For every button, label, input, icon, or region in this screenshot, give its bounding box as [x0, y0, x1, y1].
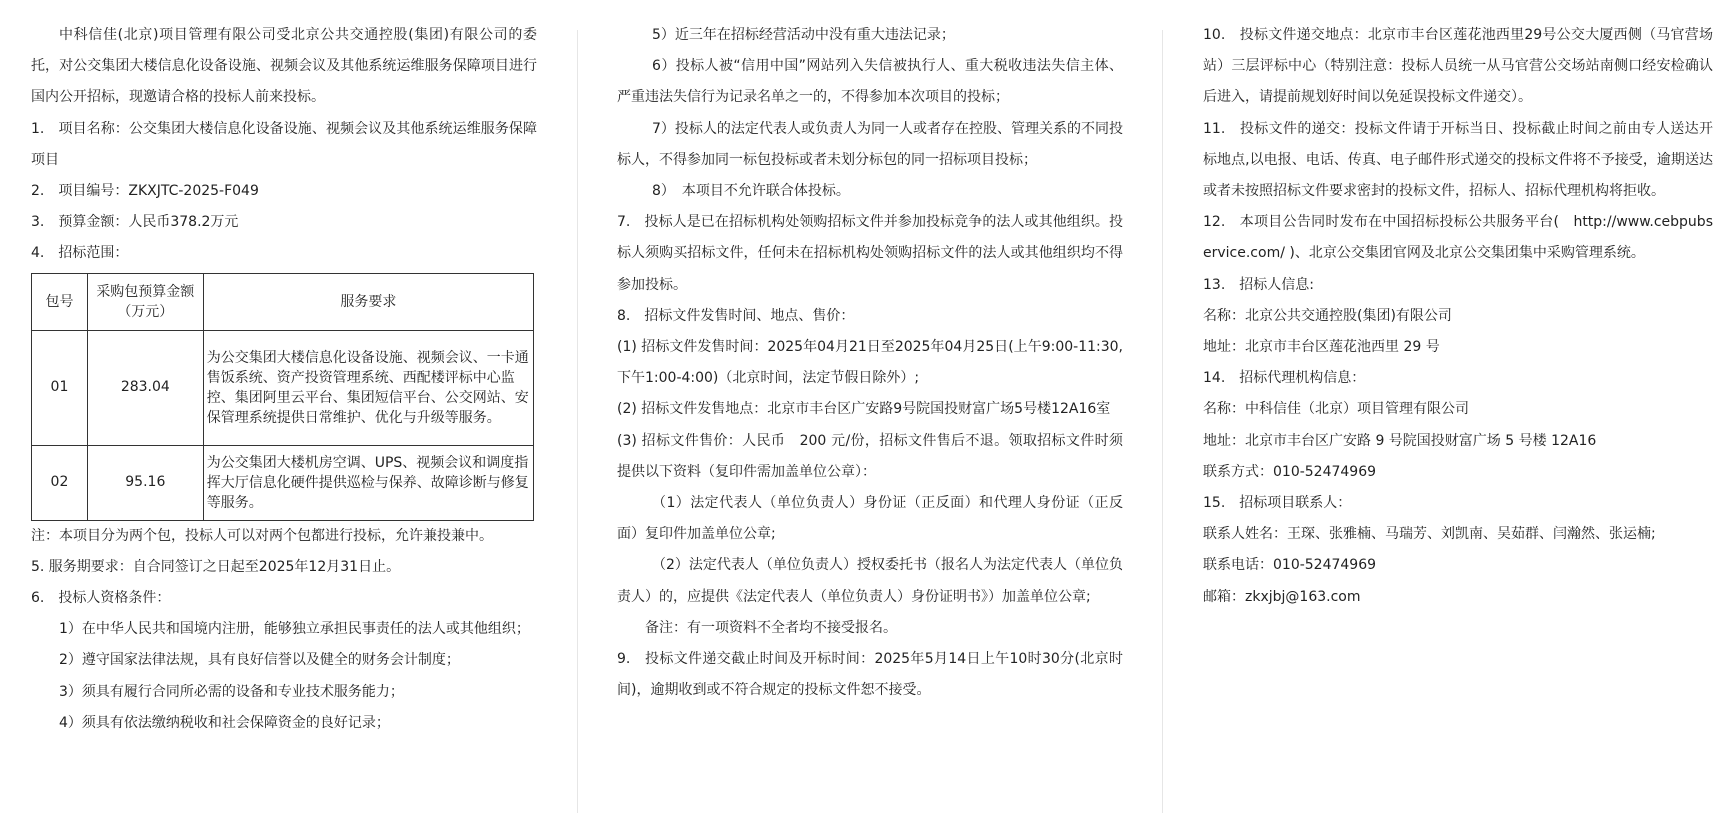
column-middle	[617, 20, 1123, 706]
required-material: （1）法定代表人（单位负责人）身份证（正反面）和代理人身份证（正反面）复印件加盖单位公章;	[617, 495, 1123, 543]
contact-names: 联系人姓名：王琛、张雅楠、马瑞芳、刘凯南、吴茹群、闫瀚然、张运楠;	[1203, 526, 1656, 543]
buyer-address: 地址：北京市丰台区莲花池西里 29 号	[1203, 339, 1440, 356]
remark: 备注：有一项资料不全者均不接受报名。	[645, 619, 897, 636]
column-right	[1203, 20, 1713, 613]
agent-phone: 联系方式：010-52474969	[1203, 463, 1377, 480]
qualification-item: 7）投标人的法定代表人或负责人为同一人或者存在控股、管理关系的不同投标人，不得参加同一标包投标或者未划分标包的同一招标项目投标；	[617, 120, 1123, 168]
package-table	[31, 273, 534, 521]
qualification-item: 3）须具有履行合同所必需的设备和专业技术服务能力；	[59, 683, 404, 700]
cell-requirements: 为公交集团大楼机房空调、UPS、视频会议和调度指挥大厅信息化硬件提供巡检与保养、故障诊断与修复等服务。	[203, 445, 533, 520]
buyer-name: 名称：北京公共交通控股(集团)有限公司	[1203, 307, 1452, 324]
cell-requirements: 为公交集团大楼信息化设备设施、视频会议、一卡通售饭系统、资产投资管理系统、西配楼评标中心监控、集团阿里云平台、集团短信平台、公交网站、安保管理系统提供日常维护、优化与升级等服务。	[203, 330, 533, 445]
sale-price: (3) 招标文件售价：人民币 200 元/份，招标文件售后不退。领取招标文件时须提供以下资料（复印件需加盖单位公章）：	[617, 432, 1123, 480]
header-budget: 采购包预算金额（万元）	[87, 273, 203, 330]
cell-package-no: 01	[32, 330, 88, 445]
agent-address: 地址：北京市丰台区广安路 9 号院国投财富广场 5 号楼 12A16	[1203, 432, 1597, 449]
bidder-eligibility: 7. 投标人是已在招标机构处领购招标文件并参加投标竞争的法人或其他组织。投标人须购买招标文件，任何未在招标机构处领购招标文件的法人或其他组织均不得参加投标。	[617, 214, 1123, 293]
agent-name: 名称：中科信佳（北京）项目管理有限公司	[1203, 401, 1469, 418]
table-header-row	[32, 273, 534, 330]
service-period: 5. 服务期要求：自合同签订之日起至2025年12月31日止。	[31, 558, 401, 575]
budget-amount: 3. 预算金额：人民币378.2万元	[31, 214, 239, 231]
agent-heading: 14. 招标代理机构信息：	[1203, 370, 1366, 387]
header-requirements: 服务要求	[203, 273, 533, 330]
cell-package-no: 02	[32, 445, 88, 520]
project-name: 1. 项目名称：公交集团大楼信息化设备设施、视频会议及其他系统运维服务保障项目	[31, 120, 537, 168]
contact-heading: 15. 招标项目联系人：	[1203, 495, 1352, 512]
qualification-item: 1）在中华人民共和国境内注册，能够独立承担民事责任的法人或其他组织；	[59, 621, 530, 638]
column-divider	[577, 30, 578, 813]
submission-method: 11. 投标文件的递交：投标文件请于开标当日、投标截止时间之前由专人送达开标地点,以电报、电话、传真、电子邮件形式递交的投标文件将不予接受，逾期送达或者未按照招标文件要求密封的投标文件，招标人、招标代理机构将拒收。	[1203, 120, 1713, 200]
package-table-wrapper	[31, 273, 537, 521]
qualification-item: 2）遵守国家法律法规，具有良好信誉以及健全的财务会计制度；	[59, 652, 460, 669]
column-divider	[1162, 30, 1163, 813]
submission-location: 10. 投标文件递交地点：北京市丰台区莲花池西里29号公交大厦西侧（马官营场站）三层评标中心（特别注意：投标人员统一从马官营公交场站南侧口经安检确认后进入，请提前规划好时间以免延误投标文件递交）。	[1203, 27, 1713, 106]
qualification-item: 4）须具有依法缴纳税收和社会保障资金的良好记录；	[59, 714, 390, 731]
contact-phone: 联系电话：010-52474969	[1203, 557, 1377, 574]
qualification-item: 5）近三年在招标经营活动中没有重大违法记录；	[652, 27, 955, 43]
contact-email: 邮箱：zkxjbj@163.com	[1203, 588, 1361, 605]
sale-time: (1) 招标文件发售时间：2025年04月21日至2025年04月25日(上午9:00-11:30, 下午1:00-4:00)（北京时间，法定节假日除外）;	[617, 339, 1123, 387]
table-row	[32, 445, 534, 520]
header-package-no: 包号	[32, 273, 88, 330]
sale-info-heading: 8. 招标文件发售时间、地点、售价：	[617, 307, 855, 324]
deadline-info: 9. 投标文件递交截止时间及开标时间：2025年5月14日上午10时30分(北京时间)，逾期收到或不符合规定的投标文件恕不接受。	[617, 651, 1123, 699]
qualification-item: 6）投标人被“信用中国”网站列入失信被执行人、重大税收违法失信主体、严重违法失信行为记录名单之一的，不得参加本次项目的投标；	[617, 58, 1123, 106]
tender-scope-heading: 4. 招标范围：	[31, 245, 129, 262]
intro-paragraph: 中科信佳(北京)项目管理有限公司受北京公共交通控股(集团)有限公司的委托，对公交集团大楼信息化设备设施、视频会议及其他系统运维服务保障项目进行国内公开招标，现邀请合格的投标人前来投标。	[31, 27, 537, 106]
required-material: （2）法定代表人（单位负责人）授权委托书（报名人为法定代表人（单位负责人）的，应提供《法定代表人（单位负责人）身份证明书》）加盖单位公章;	[617, 557, 1123, 605]
sale-location: (2) 招标文件发售地点：北京市丰台区广安路9号院国投财富广场5号楼12A16室	[617, 401, 1111, 418]
cell-budget: 283.04	[87, 330, 203, 445]
publication-platforms: 12. 本项目公告同时发布在中国招标投标公共服务平台( http://www.cebpubservice.com/ )、北京公交集团官网及北京公交集团集中采购管理系统。	[1203, 214, 1713, 262]
package-note: 注：本项目分为两个包，投标人可以对两个包都进行投标，允许兼投兼中。	[31, 527, 493, 544]
cell-budget: 95.16	[87, 445, 203, 520]
column-left	[31, 20, 537, 739]
project-number: 2. 项目编号：ZKXJTC-2025-F049	[31, 183, 259, 200]
qualification-item: 8） 本项目不允许联合体投标。	[652, 183, 850, 200]
buyer-heading: 13. 招标人信息:	[1203, 276, 1314, 293]
qualification-heading: 6. 投标人资格条件：	[31, 590, 171, 607]
table-row	[32, 330, 534, 445]
